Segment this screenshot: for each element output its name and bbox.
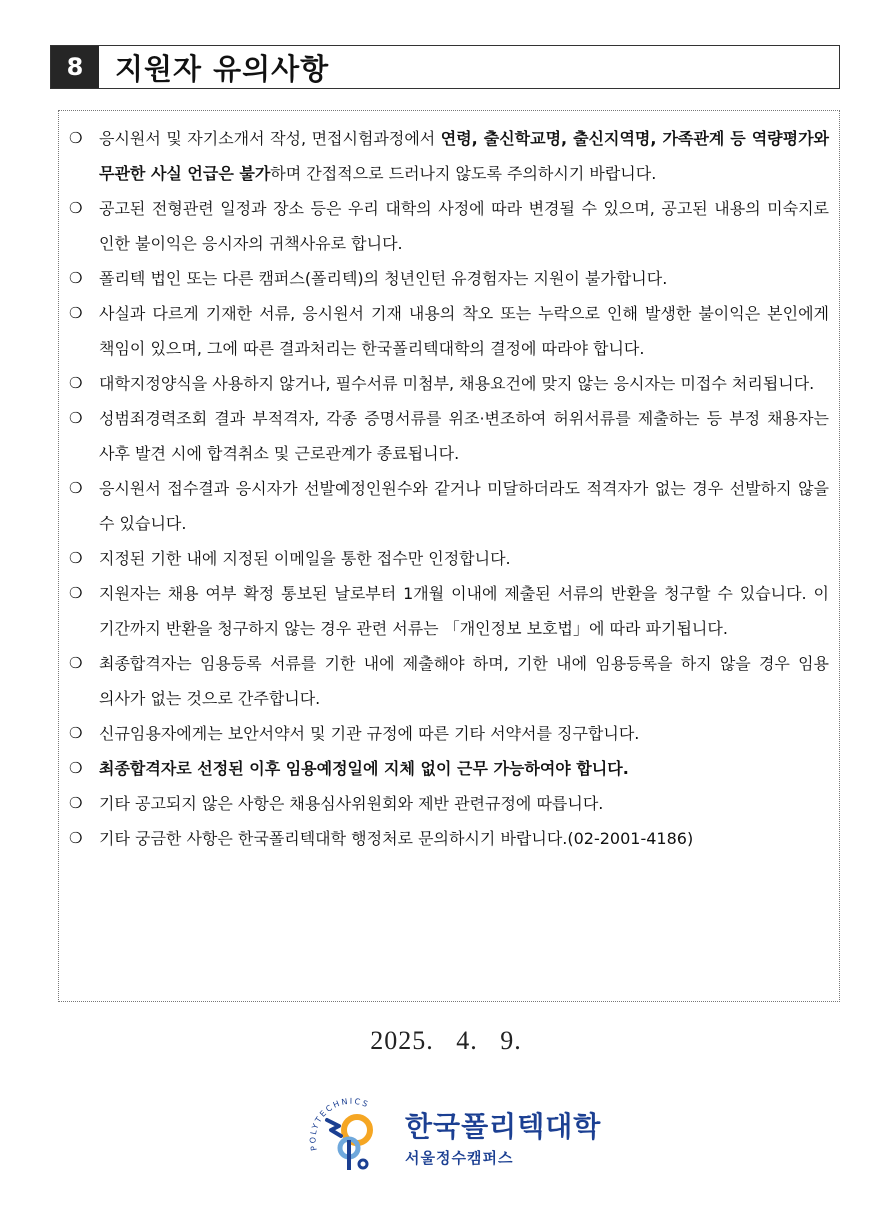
- notice-text-segment: 신규임용자에게는 보안서약서 및 기관 규정에 따른 기타 서약서를 징구합니다.: [99, 724, 640, 743]
- bullet-circle-icon: ❍: [69, 584, 83, 602]
- notice-item: [69, 576, 829, 646]
- notice-text: [99, 401, 829, 471]
- notice-text: [99, 576, 829, 646]
- bullet-circle-icon: ❍: [69, 759, 83, 777]
- notice-item: [69, 401, 829, 471]
- svg-text:POLYTECHNICS: POLYTECHNICS: [308, 1096, 371, 1152]
- notice-text-segment: 사실과 다르게 기재한 서류, 응시원서 기재 내용의 착오 또는 누락으로 인해 발생한 불이익은 본인에게 책임이 있으며, 그에 따른 결과처리는 한국폴리텍대학의 결정에 따라야 합니다.: [99, 304, 829, 358]
- notice-text: [99, 261, 829, 296]
- notice-text: [99, 786, 829, 821]
- notice-text-segment: 폴리텍 법인 또는 다른 캠퍼스(폴리텍)의 청년인턴 유경험자는 지원이 불가합니다.: [99, 269, 668, 288]
- notice-text-segment: 기타 공고되지 않은 사항은 채용심사위원회와 제반 관련규정에 따릅니다.: [99, 794, 604, 813]
- notice-text: [99, 191, 829, 261]
- notice-text-segment: 지원자는 채용 여부 확정 통보된 날로부터 1개월 이내에 제출된 서류의 반환을 청구할 수 있습니다. 이 기간까지 반환을 청구하지 않는 경우 관련 서류는 「개인정보 보호법」에 따라 파기됩니다.: [99, 584, 829, 638]
- notice-item: [69, 261, 829, 296]
- bullet-circle-icon: ❍: [69, 374, 83, 392]
- notice-item: [69, 716, 829, 751]
- bullet-circle-icon: ❍: [69, 794, 83, 812]
- notice-text-segment: 대학지정양식을 사용하지 않거나, 필수서류 미첨부, 채용요건에 맞지 않는 응시자는 미접수 처리됩니다.: [99, 374, 815, 393]
- polytechnics-emblem-icon: [305, 1090, 397, 1182]
- bullet-circle-icon: ❍: [69, 199, 83, 217]
- notice-text: [99, 296, 829, 366]
- notice-item: [69, 541, 829, 576]
- bullet-circle-icon: ❍: [69, 129, 83, 147]
- notice-text: [99, 471, 829, 541]
- notice-text: [99, 751, 829, 786]
- notice-item: [69, 121, 829, 191]
- notice-item: [69, 786, 829, 821]
- notice-text: [99, 821, 829, 856]
- bullet-circle-icon: ❍: [69, 829, 83, 847]
- notice-text-segment: 성범죄경력조회 결과 부적격자, 각종 증명서류를 위조·변조하여 허위서류를 제출하는 등 부정 채용자는 사후 발견 시에 합격취소 및 근로관계가 종료됩니다.: [99, 409, 829, 463]
- notice-text-segment: 응시원서 및 자기소개서 작성, 면접시험과정에서: [99, 129, 441, 148]
- college-name: 한국폴리텍대학: [405, 1109, 602, 1143]
- notice-text-segment: 응시원서 접수결과 응시자가 선발예정인원수와 같거나 미달하더라도 적격자가 없는 경우 선발하지 않을 수 있습니다.: [99, 479, 829, 533]
- bullet-circle-icon: ❍: [69, 409, 83, 427]
- notice-list: [58, 110, 840, 1002]
- bullet-circle-icon: ❍: [69, 654, 83, 672]
- notice-text-segment: 기타 궁금한 사항은 한국폴리텍대학 행정처로 문의하시기 바랍니다.(02-2001-4186): [99, 829, 694, 848]
- notice-item: [69, 191, 829, 261]
- notice-text: [99, 716, 829, 751]
- bullet-circle-icon: ❍: [69, 549, 83, 567]
- issue-date: 2025. 4. 9.: [370, 1026, 522, 1055]
- notice-text: [99, 366, 829, 401]
- college-logo: [305, 1088, 605, 1184]
- notice-text-segment: 공고된 전형관련 일정과 장소 등은 우리 대학의 사정에 따라 변경될 수 있으며, 공고된 내용의 미숙지로 인한 불이익은 응시자의 귀책사유로 합니다.: [99, 199, 829, 253]
- section-title: 지원자 유의사항: [115, 51, 330, 86]
- notice-text: [99, 646, 829, 716]
- notice-text: [99, 121, 829, 191]
- notice-item: [69, 471, 829, 541]
- notice-text-segment: 하며 간접적으로 드러나지 않도록 주의하시기 바랍니다.: [270, 164, 657, 183]
- section-header: [50, 45, 840, 89]
- notice-text: [99, 541, 829, 576]
- notice-text-segment: 최종합격자는 임용등록 서류를 기한 내에 제출해야 하며, 기한 내에 임용등록을 하지 않을 경우 임용 의사가 없는 것으로 간주합니다.: [99, 654, 829, 708]
- bullet-circle-icon: ❍: [69, 269, 83, 287]
- notice-item: [69, 821, 829, 856]
- bullet-circle-icon: ❍: [69, 724, 83, 742]
- notice-text-emphasis: 최종합격자로 선정된 이후 임용예정일에 지체 없이 근무 가능하여야 합니다.: [99, 759, 629, 778]
- notice-item: [69, 296, 829, 366]
- notice-item: [69, 366, 829, 401]
- bullet-circle-icon: ❍: [69, 304, 83, 322]
- notice-item: [69, 646, 829, 716]
- notice-item: [69, 751, 829, 786]
- bullet-circle-icon: ❍: [69, 479, 83, 497]
- notice-text-segment: 지정된 기한 내에 지정된 이메일을 통한 접수만 인정합니다.: [99, 549, 511, 568]
- notice-text-emphasis: 연령, 출신학교명, 출신지역명, 가족관계 등 역량평가와 무관한 사실 언급은 불가: [99, 129, 830, 183]
- section-number: 8: [51, 46, 99, 88]
- campus-name: 서울정수캠퍼스: [405, 1148, 514, 1167]
